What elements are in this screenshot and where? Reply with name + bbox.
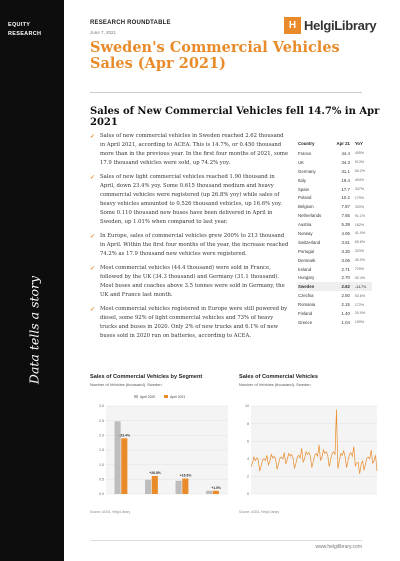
table-cell-country: Hungary xyxy=(298,275,315,281)
table-header-row xyxy=(298,140,372,149)
table-cell-yoy: 92.4% xyxy=(354,275,366,280)
table-row xyxy=(298,238,372,247)
helgi-logo[interactable] xyxy=(284,17,376,34)
table-cell-country: Denmark xyxy=(298,257,316,263)
table-cell-value: 7.87 xyxy=(341,204,350,210)
table-row xyxy=(298,273,372,282)
table-row xyxy=(298,193,372,202)
table-cell-value: 34.3 xyxy=(341,159,350,165)
bullet-text: Sales of new light commercial vehicles reached 1.90 thousand in April, down 23.4% yoy. Some 0.615 thousand medium and heavy commercial vehicles were registered (up 26.8% yoy) while sales of heavy vehicles amounted to 0.526 thousand vehicles, up 16.6% yoy. Some 0.110 thousand new buses have been delivered in April in Sweden, up 1.01% when compared to last year. xyxy=(100,174,282,225)
table-cell-yoy: 729% xyxy=(354,267,365,272)
table-cell-country: Poland xyxy=(298,195,312,201)
table-header-yoy: YoY xyxy=(354,141,363,146)
table-cell-yoy: 179% xyxy=(354,195,365,200)
y-tick-label: 10 xyxy=(245,404,249,409)
table-row xyxy=(298,256,372,265)
table-cell-value: 2.70 xyxy=(341,275,350,281)
bar xyxy=(176,481,182,494)
table-cell-value: 5.39 xyxy=(341,222,350,228)
table-cell-country: Greece xyxy=(298,319,313,325)
segment-chart-subtitle: Number of Vehicles (thousand), Sweden xyxy=(90,382,162,387)
bullet-text: Most commercial vehicles registered in Europe were still powered by diesel, some 92% of light commercial vehicles and 73% of heavy trucks and buses in 2020. Only 2% of new trucks and 6.1% of new buses sold in 2020 run on batteries, according to ACEA. xyxy=(100,306,288,339)
bar xyxy=(115,421,121,494)
y-tick-label: 8 xyxy=(247,421,249,426)
table-row xyxy=(298,211,372,220)
check-icon: ✓ xyxy=(90,265,96,272)
bullet-list xyxy=(90,132,290,346)
table-cell-country: Portugal xyxy=(298,248,315,254)
check-icon: ✓ xyxy=(90,233,96,240)
y-tick-label: 1.5 xyxy=(99,448,104,453)
bullet-text: Most commercial vehicles (44.4 thousand) were sold in France, followed by the UK (34.3 thousand) and Germany (31.1 thousand). Most buses and coaches above 3.5 tonnes were sold in Germany, the UK and France last month. xyxy=(100,265,285,298)
table-row xyxy=(298,291,372,300)
table-row xyxy=(298,176,372,185)
footer-divider xyxy=(90,540,362,541)
bullet-text: Sales of new commercial vehicles in Sweden reached 2.62 thousand in April 2021, according to ACEA. This is 14.7%, or 0.450 thousand more than in the previous year. In the first four months of 2021, some 17.9 thousand vehicles were sold, up 74.2% yoy. xyxy=(100,133,289,166)
footer-url[interactable]: www.helgilibrary.com xyxy=(315,544,362,550)
table-cell-yoy: 53.6% xyxy=(354,293,366,298)
table-cell-value: 3.06 xyxy=(341,257,350,263)
country-table xyxy=(298,140,372,327)
logo-mark-icon: H xyxy=(284,17,301,34)
check-icon: ✓ xyxy=(90,306,96,313)
y-tick-label: 2.5 xyxy=(99,418,104,423)
table-row xyxy=(298,282,372,291)
bar xyxy=(206,491,212,494)
legend-swatch xyxy=(134,395,138,398)
table-cell-value: 44.4 xyxy=(341,150,350,156)
table-cell-value: 19.4 xyxy=(341,177,350,183)
table-row xyxy=(298,300,372,309)
monthly-chart-subtitle: Number of Vehicles (thousand), Sweden xyxy=(239,382,311,387)
table-row xyxy=(298,229,372,238)
table-cell-yoy: 60.6% xyxy=(354,240,366,245)
table-cell-yoy: 41.0% xyxy=(354,231,366,236)
table-cell-yoy: 347% xyxy=(354,187,365,191)
table-body xyxy=(298,149,372,327)
table-row xyxy=(298,149,372,158)
table-cell-country: Netherlands xyxy=(298,213,322,219)
divider xyxy=(90,92,362,93)
table-cell-value: 3.51 xyxy=(341,239,350,245)
table-row xyxy=(298,158,372,167)
segment-chart-svg xyxy=(90,390,232,508)
bar xyxy=(145,480,151,494)
table-cell-yoy: 159% xyxy=(354,320,365,325)
table-cell-yoy: 494% xyxy=(354,178,365,183)
sidebar-label-equity: EQUITY xyxy=(8,22,31,28)
table-cell-value: 3.30 xyxy=(341,248,350,254)
table-cell-yoy: 405% xyxy=(354,151,365,156)
table-cell-value: 1.04 xyxy=(341,319,350,325)
table-row xyxy=(298,318,372,327)
check-icon: ✓ xyxy=(90,133,96,140)
plot-background xyxy=(251,406,377,494)
segment-chart xyxy=(90,374,232,514)
table-cell-yoy: 40.0% xyxy=(354,258,366,263)
data-label: -23.4% xyxy=(119,433,130,438)
table-cell-value: 2.62 xyxy=(330,282,351,291)
page-title: Sweden's Commercial Vehicles Sales (Apr 2021) xyxy=(90,39,340,72)
table-cell-country: Germany xyxy=(298,168,316,174)
table-cell-country: Spain xyxy=(298,186,309,192)
table-row xyxy=(298,309,372,318)
table-cell-value: 2.15 xyxy=(341,302,350,308)
table-header-country: Country xyxy=(298,141,315,146)
table-cell-country: Sweden xyxy=(298,282,330,291)
segment-chart-source: Source: ACEA, Helgi Library xyxy=(90,510,131,514)
data-label: +26.8% xyxy=(149,470,161,475)
y-tick-label: 4 xyxy=(247,457,249,461)
y-tick-label: 0 xyxy=(247,492,249,497)
bullet-item xyxy=(90,173,290,227)
legend-swatch xyxy=(164,395,168,398)
y-tick-label: 2.0 xyxy=(99,433,104,438)
segment-chart-title: Sales of Commercial Vehicles by Segment xyxy=(90,374,203,380)
section-heading: Sales of New Commercial Vehicles fell 14.7% in Apr 2021 xyxy=(90,106,380,128)
table-cell-country: Austria xyxy=(298,222,312,228)
table-cell-yoy: 172% xyxy=(354,302,365,307)
bullet-text: In Europe, sales of commercial vehicles grew 200% to 213 thousand in April. Within the first four months of the year, the increase reached 74.2% as 17.9 thousand new vehicles were registered. xyxy=(100,233,289,257)
table-row xyxy=(298,247,372,256)
table-cell-value: 17.7 xyxy=(341,186,350,192)
table-cell-country: Italy xyxy=(298,177,306,183)
table-cell-yoy: 162% xyxy=(354,222,365,227)
table-cell-value: 7.65 xyxy=(341,213,350,219)
table-cell-country: UK xyxy=(298,159,304,165)
bar xyxy=(213,491,219,494)
y-tick-label: 2 xyxy=(247,474,249,479)
bullet-item xyxy=(90,264,290,300)
table-cell-value: 2.50 xyxy=(341,293,350,299)
bullet-item xyxy=(90,232,290,259)
bullet-item xyxy=(90,305,290,341)
y-tick-label: 0.0 xyxy=(99,492,104,497)
table-cell-country: Finland xyxy=(298,310,313,316)
table-cell-value: 10.2 xyxy=(341,195,350,201)
table-cell-yoy: 913% xyxy=(354,160,365,165)
sidebar xyxy=(0,0,64,561)
report-kicker: RESEARCH ROUNDTABLE xyxy=(90,20,171,26)
table-cell-yoy: 323% xyxy=(354,249,365,254)
table-header-value: Apr 21 xyxy=(336,141,350,146)
legend-label: April 2021 xyxy=(170,395,186,399)
check-icon: ✓ xyxy=(90,174,96,181)
y-tick-label: 3.0 xyxy=(99,404,104,409)
logo-text: HelgiLibrary xyxy=(304,18,377,33)
y-tick-label: 1.0 xyxy=(99,462,104,467)
report-date: June 7, 2021 xyxy=(90,30,117,35)
table-cell-value: 2.71 xyxy=(341,266,350,272)
legend-label: April 2020 xyxy=(140,395,156,399)
monthly-chart-source: Source: ACEA, Helgi Library xyxy=(239,510,280,514)
table-row xyxy=(298,185,372,194)
y-tick-label: 6 xyxy=(247,439,249,444)
table-cell-value: 1.40 xyxy=(341,310,350,316)
table-cell-yoy: 20.0% xyxy=(354,311,366,316)
table-cell-country: Ireland xyxy=(298,266,312,272)
table-cell-country: Czechia xyxy=(298,293,314,299)
table-row xyxy=(298,220,372,229)
bar xyxy=(152,476,158,494)
table-cell-country: Switzerland xyxy=(298,239,321,245)
monthly-chart-svg xyxy=(239,390,381,508)
table-cell-yoy: 91.1% xyxy=(354,213,366,218)
bar xyxy=(182,479,188,494)
table-cell-country: Norway xyxy=(298,230,313,236)
table-row xyxy=(298,167,372,176)
table-cell-yoy: -14.7% xyxy=(352,282,372,291)
bar xyxy=(121,438,127,494)
bullet-item xyxy=(90,132,290,168)
table-row xyxy=(298,265,372,274)
table-cell-country: Romania xyxy=(298,302,316,308)
data-label: +16.6% xyxy=(179,473,192,478)
table-cell-country: Belgium xyxy=(298,204,314,210)
data-label: +1.0% xyxy=(211,485,221,490)
monthly-chart-title: Sales of Commercial Vehicles xyxy=(239,374,318,380)
table-cell-country: France xyxy=(298,150,312,156)
table-cell-yoy: 320% xyxy=(354,204,365,209)
table-cell-yoy: 60.2% xyxy=(354,169,366,174)
sidebar-label-research: RESEARCH xyxy=(8,31,42,37)
monthly-chart xyxy=(239,374,381,514)
table-cell-value: 4.06 xyxy=(341,230,350,236)
sidebar-tagline: Data tells a story xyxy=(26,275,42,385)
table-row xyxy=(298,202,372,211)
y-tick-label: 0.5 xyxy=(99,477,104,482)
table-cell-value: 31.1 xyxy=(341,168,350,174)
